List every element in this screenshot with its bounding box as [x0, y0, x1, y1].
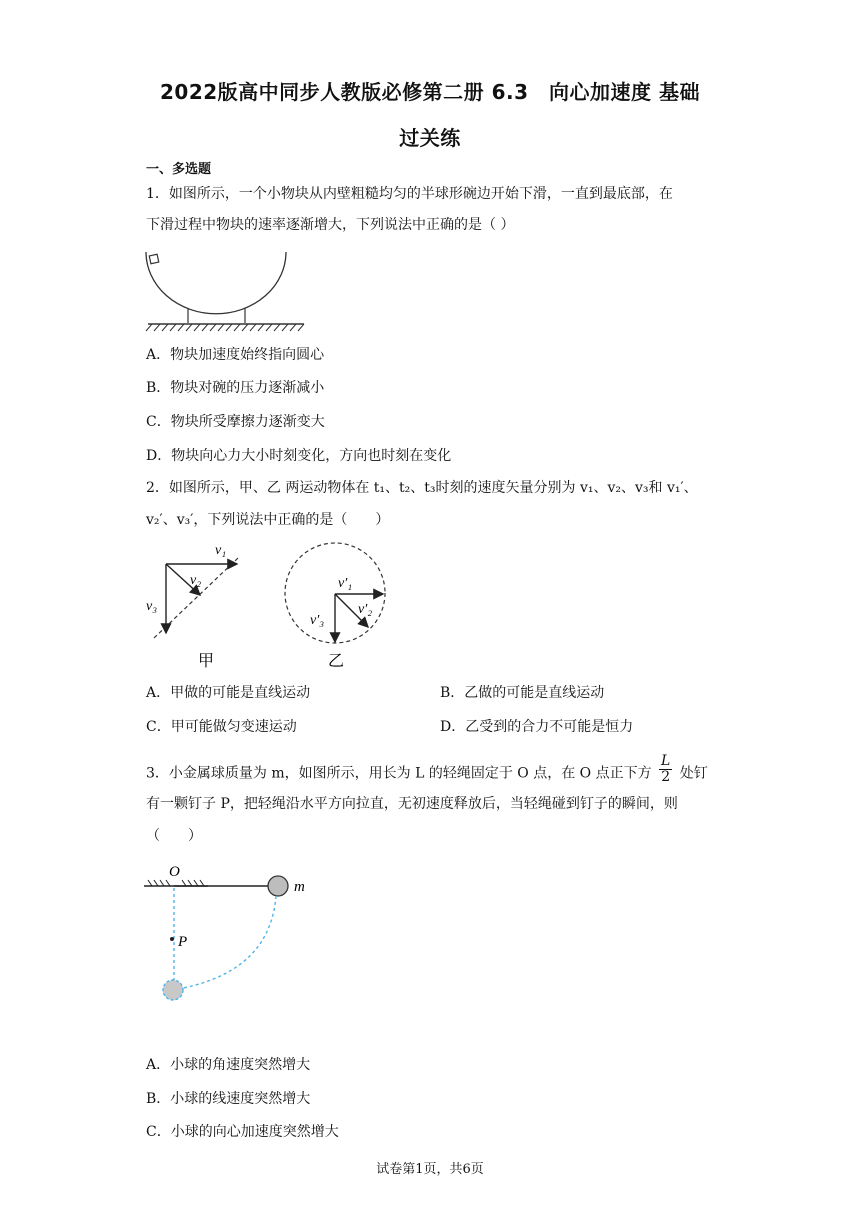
q2-option-c: C．甲可能做匀变速运动 — [146, 719, 297, 735]
caption-yi: 乙 — [328, 653, 345, 670]
fraction-numerator: L — [661, 753, 671, 769]
label-v2-prime: v′₂ — [358, 602, 373, 617]
fraction-L-over-2 — [659, 754, 672, 785]
q1-option-d: D．物块向心力大小时刻变化，方向也时刻在变化 — [146, 448, 452, 464]
q1-bowl-figure — [140, 246, 310, 332]
label-v3: v₃ — [146, 599, 158, 614]
swing-arc — [183, 896, 276, 988]
q2-text-line1: 2．如图所示，甲、乙 两运动物体在 t₁、t₂、t₃时刻的速度矢量分别为 v₁、v₂、v₃和 v₁′、 — [146, 480, 698, 496]
page-footer: 试卷第1页，共6页 — [376, 1162, 484, 1177]
q2-option-a: A．甲做的可能是直线运动 — [146, 685, 311, 701]
label-m: m — [294, 879, 305, 895]
section-title: 一、多选题 — [146, 162, 212, 177]
figure-jia — [146, 543, 238, 670]
label-O: O — [169, 864, 180, 880]
block-square — [149, 254, 158, 263]
ball-m — [268, 876, 288, 896]
q3-text-line2: 有一颗钉子 P，把轻绳沿水平方向拉直，无初速度释放后，当轻绳碰到钉子的瞬间，则 — [146, 796, 678, 812]
q3-option-c: C．小球的向心加速度突然增大 — [146, 1124, 339, 1140]
ball-bottom — [163, 980, 183, 1000]
q2-text-line2: v₂′、v₃′，下列说法中正确的是（ ） — [146, 512, 390, 528]
page-title-line1: 2022版高中同步人教版必修第二册 6.3 向心加速度 基础 — [159, 80, 701, 104]
label-v1-prime: v′₁ — [338, 576, 353, 591]
page-title-line2: 过关练 — [399, 126, 461, 150]
nail-P — [170, 937, 174, 941]
q1-text-line1: 1．如图所示，一个小物块从内壁粗糙均匀的半球形碗边开始下滑，一直到最底部，在 — [146, 186, 673, 202]
label-v1: v₁ — [215, 543, 227, 558]
q3-text-line1 — [146, 753, 708, 789]
q3-pendulum-figure — [140, 858, 340, 1008]
q2-option-d: D．乙受到的合力不可能是恒力 — [440, 719, 634, 735]
figure-yi — [285, 543, 385, 670]
q1-option-a: A．物块加速度始终指向圆心 — [146, 347, 325, 363]
q2-velocity-figure — [140, 538, 400, 674]
q3-option-b: B．小球的线速度突然增大 — [146, 1091, 311, 1107]
q1-option-b: B．物块对碗的压力逐渐减小 — [146, 380, 325, 396]
label-v2: v₂ — [190, 573, 202, 588]
q1-text-line2: 下滑过程中物块的速率逐渐增大，下列说法中正确的是（ ） — [146, 217, 515, 233]
caption-jia: 甲 — [198, 653, 215, 670]
q3-text-line1-b: 处钉 — [679, 765, 708, 782]
fraction-denominator: 2 — [661, 769, 671, 785]
q2-option-b: B．乙做的可能是直线运动 — [440, 685, 605, 701]
q3-text-line3: （ ） — [146, 828, 202, 844]
label-P: P — [178, 934, 188, 950]
q3-option-a: A．小球的角速度突然增大 — [146, 1057, 311, 1073]
label-v3-prime: v′₃ — [310, 613, 325, 628]
q3-text-line1-a: 3．小金属球质量为 m，如图所示，用长为 L 的轻绳固定于 O 点，在 O 点正下方 — [146, 765, 652, 782]
q1-option-c: C．物块所受摩擦力逐渐变大 — [146, 414, 325, 430]
bowl-arc — [146, 252, 286, 314]
